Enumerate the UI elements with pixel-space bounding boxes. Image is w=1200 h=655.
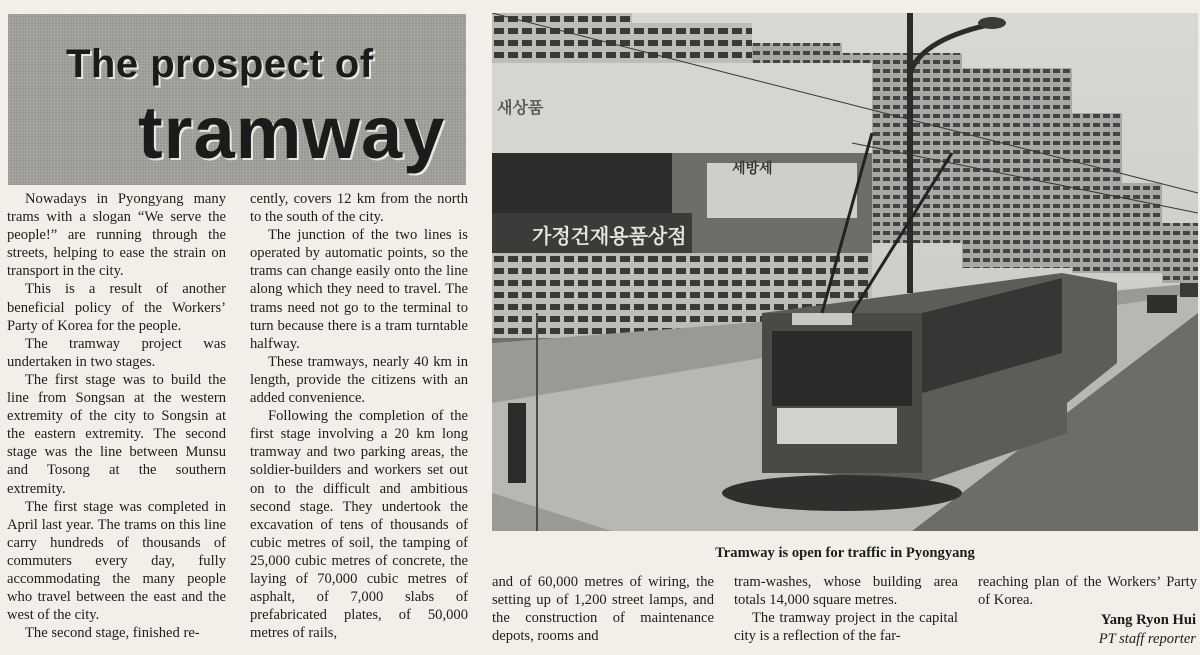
paragraph: Following the completion of the first stage involving a 20 km long tramway and two parking areas, the soldier-builders and workers set out on to the difficult and ambitious second stage. They undertook the excavation of tens of thousands of cubic metres of soil, the tamping of 25,000 cubic metres of concrete, the laying of 70,000 cubic metres of asphalt, of 7,000 slabs of prefabricated plates, of 50,000 metres of rails, xyxy=(250,408,468,642)
article-column-3 xyxy=(492,573,714,645)
headline-line-2: tramway xyxy=(138,91,446,174)
byline-name: Yang Ryon Hui xyxy=(1100,612,1196,628)
byline xyxy=(1099,611,1196,649)
paragraph: The tramway project was undertaken in two stages. xyxy=(7,335,226,370)
paragraph: This is a result of another beneficial policy of the Workers’ Party of Korea for the people. xyxy=(7,281,226,334)
article-column-2 xyxy=(250,190,468,642)
tram-photo xyxy=(492,13,1198,531)
headline-box xyxy=(8,14,466,185)
headline-line-1: The prospect of xyxy=(66,42,374,86)
paragraph: and of 60,000 metres of wiring, the setting up of 1,200 street lamps, and the construction of maintenance depots, rooms and xyxy=(492,574,714,645)
article-column-4 xyxy=(734,573,958,645)
paragraph: cently, covers 12 km from the north to the south of the city. xyxy=(250,191,468,226)
shop-sign: 가정건재용품상점 xyxy=(532,224,687,248)
paragraph: These tramways, nearly 40 km in length, provide the citizens with an added convenience. xyxy=(250,353,468,407)
article-column-5 xyxy=(978,573,1197,609)
paragraph: The tramway project in the capital city is a reflection of the far- xyxy=(734,610,958,645)
tram-photo-illustration xyxy=(492,13,1198,531)
byline-role: PT staff reporter xyxy=(1098,631,1196,647)
paragraph: reaching plan of the Workers’ Party of Korea. xyxy=(978,574,1197,609)
article-column-1 xyxy=(7,190,226,642)
paragraph: Nowadays in Pyongyang many trams with a slogan “We serve the people!” are running through the streets, helping to ease the strain on transport in the city. xyxy=(7,191,226,280)
shop-sign-3: 새상품 xyxy=(497,98,544,117)
shop-sign-2: 세방세 xyxy=(732,161,773,177)
paragraph: The second stage, finished re- xyxy=(25,625,200,642)
paragraph: tram-washes, whose building area totals 14,000 square metres. xyxy=(734,574,958,609)
paragraph: The junction of the two lines is operated by automatic points, so the trams can change easily onto the line along which they need to travel. The trams need not go to the terminal to turn because there is a tram turntable halfway. xyxy=(250,227,468,352)
paragraph: The first stage was to build the line from Songsan at the western extremity of the city to Songsin at the eastern extremity. The second stage was the line between Munsu and Tosong at the southern extremity. xyxy=(7,371,226,497)
paragraph: The first stage was completed in April last year. The trams on this line carry hundreds of thousands of commuters every day, fully accommodating the many people who travel between the east and the west of the city. xyxy=(7,498,226,624)
photo-caption: Tramway is open for traffic in Pyongyang xyxy=(715,545,975,561)
